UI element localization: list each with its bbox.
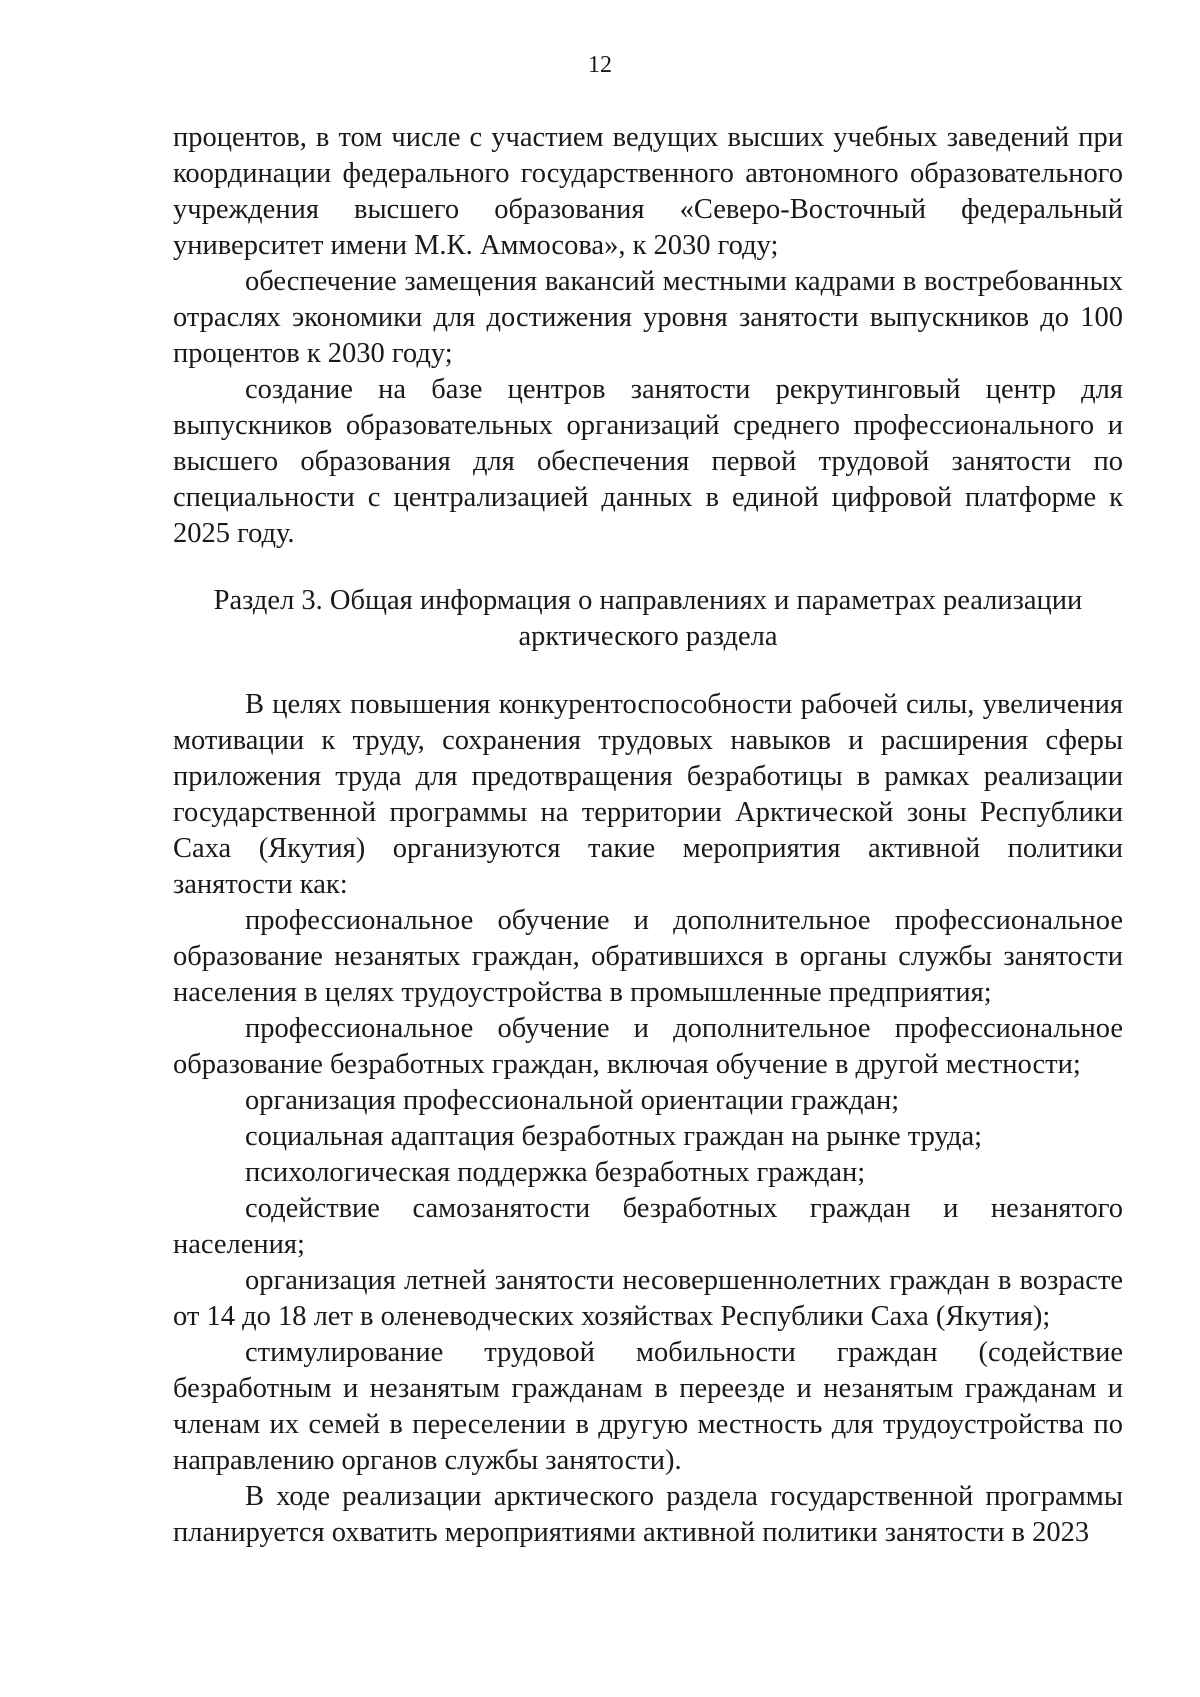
section-heading-line: Раздел 3. Общая информация о направлениях и параметрах реализации (213, 585, 1083, 616)
list-item: профессиональное обучение и дополнительное профессиональное образование безработных граждан, включая обучение в другой местности; (173, 1013, 1123, 1080)
section-heading-line: арктического раздела (518, 621, 778, 652)
page-number: 12 (588, 52, 612, 78)
list-item: организация профессиональной ориентации граждан; (245, 1085, 900, 1116)
paragraph: процентов, в том числе с участием ведущих высших учебных заведений при координации федерального государственного автономного образовательного учреждения высшего образования «Северо-Восточный федеральный университет имени М.К. Аммосова», к 2030 году; (173, 122, 1123, 261)
list-item: социальная адаптация безработных граждан на рынке труда; (245, 1121, 983, 1152)
paragraph: обеспечение замещения вакансий местными кадрами в востребованных отраслях экономики для достижения уровня занятости выпускников до 100 процентов к 2030 году; (173, 266, 1123, 369)
list-item: стимулирование трудовой мобильности граждан (содействие безработным и незанятым гражданам в переезде и незанятым гражданам и членам их семей в переселении в другую местность для трудоустройства по направлению органов службы занятости). (173, 1337, 1123, 1476)
list-item: профессиональное обучение и дополнительное профессиональное образование незанятых граждан, обратившихся в органы службы занятости населения в целях трудоустройства в промышленные предприятия; (173, 905, 1123, 1008)
section-heading (173, 583, 1123, 655)
paragraph: создание на базе центров занятости рекрутинговый центр для выпускников образовательных организаций среднего профессионального и высшего образования для обеспечения первой трудовой занятости по специальности с централизацией данных в единой цифровой платформе к 2025 году. (173, 374, 1123, 549)
section-body-text (173, 687, 1123, 1551)
list-item: организация летней занятости несовершеннолетних граждан в возрасте от 14 до 18 лет в оленеводческих хозяйствах Республики Саха (Якутия); (173, 1265, 1123, 1332)
list-item: содействие самозанятости безработных граждан и незанятого населения; (173, 1193, 1123, 1260)
paragraph: В ходе реализации арктического раздела государственной программы планируется охватить мероприятиями активной политики занятости в 2023 (173, 1481, 1123, 1548)
list-item: психологическая поддержка безработных граждан; (245, 1157, 866, 1188)
paragraph: В целях повышения конкурентоспособности рабочей силы, увеличения мотивации к труду, сохранения трудовых навыков и расширения сферы приложения труда для предотвращения безработицы в рамках реализации государственной программы на территории Арктической зоны Республики Саха (Якутия) организуются такие мероприятия активной политики занятости как: (173, 689, 1123, 900)
continuation-text (173, 120, 1123, 552)
